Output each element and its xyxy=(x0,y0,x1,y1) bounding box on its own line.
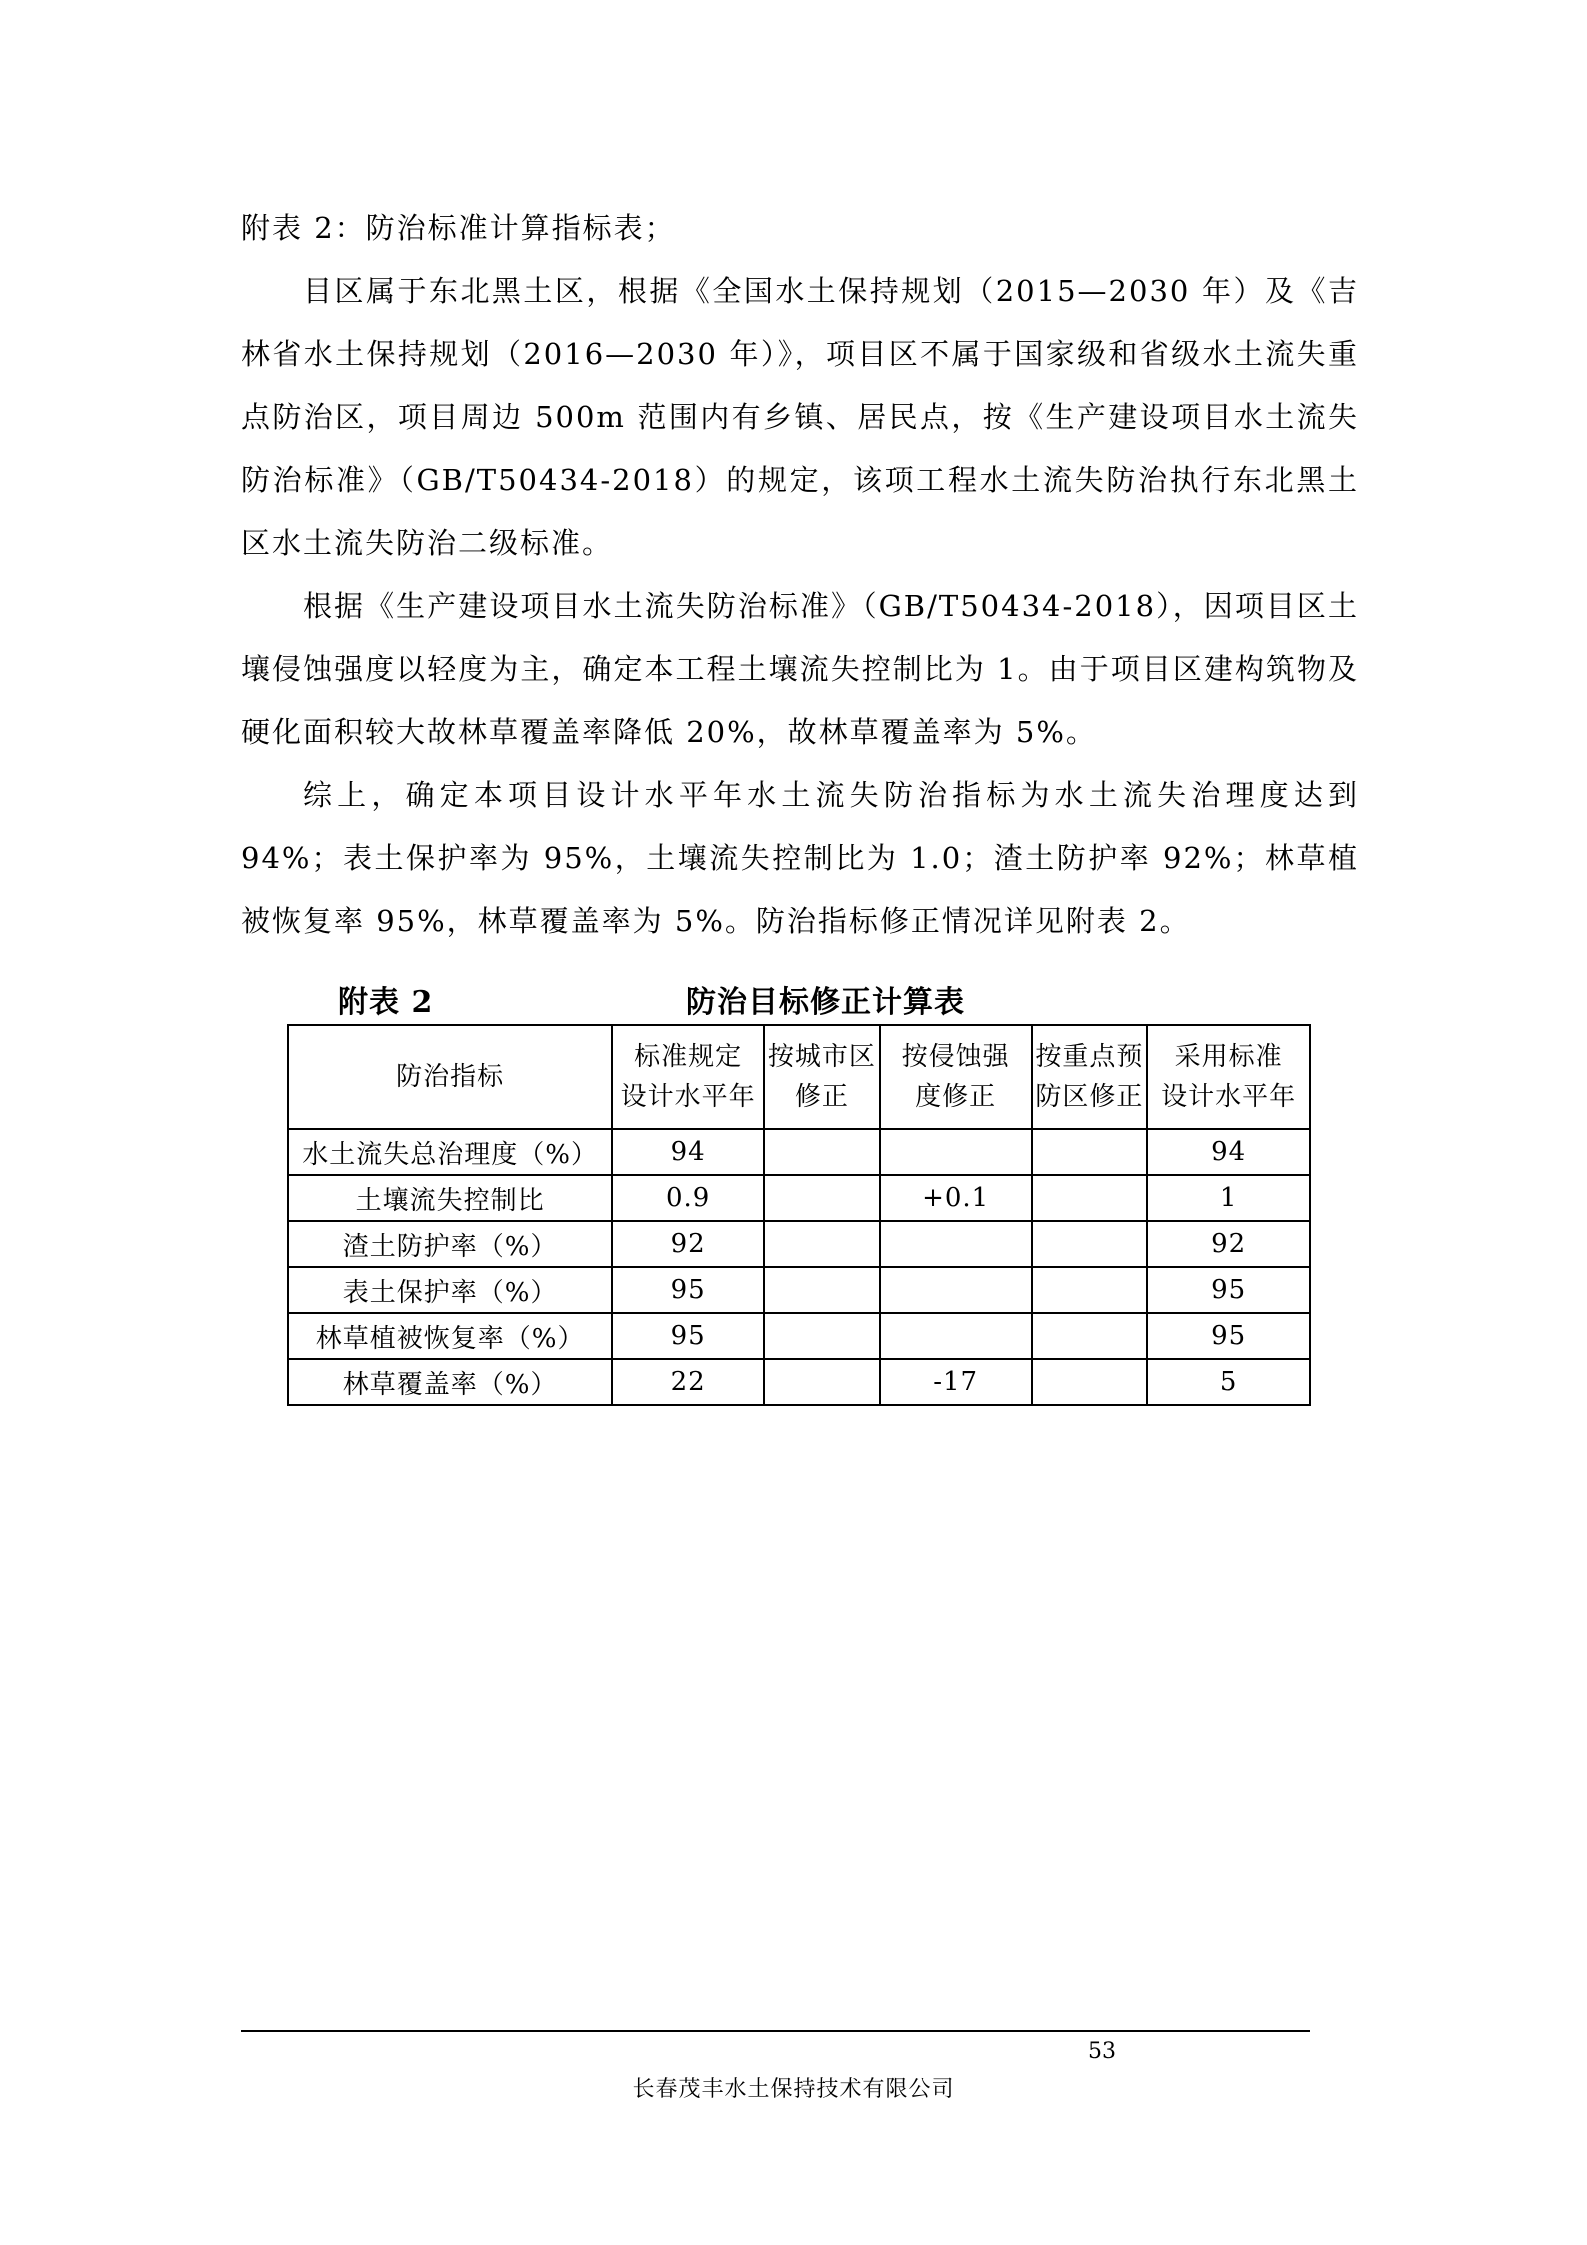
cell-urban xyxy=(764,1313,880,1359)
cell-key-area xyxy=(1032,1129,1148,1175)
cell-key-area xyxy=(1032,1221,1148,1267)
cell-adopted: 92 xyxy=(1147,1221,1310,1267)
correction-table xyxy=(287,1024,1311,1406)
header-standard: 标准规定 设计水平年 xyxy=(612,1025,764,1129)
cell-indicator: 林草覆盖率（%） xyxy=(288,1359,612,1405)
cell-adopted: 94 xyxy=(1147,1129,1310,1175)
cell-key-area xyxy=(1032,1175,1148,1221)
paragraph-correction: 根据《生产建设项目水土流失防治标准》（GB/T50434-2018），因项目区土壤侵蚀强度以轻度为主，确定本工程土壤流失控制比为 1。由于项目区建构筑物及硬化面积较大故林草覆盖率降低 20%，故林草覆盖率为 5%。 xyxy=(241,589,1359,749)
cell-key-area xyxy=(1032,1359,1148,1405)
header-adopted-standard: 采用标准 设计水平年 xyxy=(1147,1025,1310,1129)
cell-erosion xyxy=(880,1221,1032,1267)
footer-divider xyxy=(241,2030,1310,2032)
cell-adopted: 5 xyxy=(1147,1359,1310,1405)
cell-indicator: 林草植被恢复率（%） xyxy=(288,1313,612,1359)
header-urban-correction: 按城市区 修正 xyxy=(764,1025,880,1129)
table-caption-label: 附表 2 xyxy=(338,985,434,1020)
cell-standard: 92 xyxy=(612,1221,764,1267)
footer-company: 长春茂丰水土保持技术有限公司 xyxy=(632,2077,955,2102)
paragraph-summary: 综上，确定本项目设计水平年水土流失防治指标为水土流失治理度达到 94%；表土保护率为 95%，土壤流失控制比为 1.0；渣土防护率 92%；林草植被恢复率 95%，林草覆盖率为 5%。防治指标修正情况详见附表 2。 xyxy=(241,778,1359,938)
cell-urban xyxy=(764,1175,880,1221)
cell-standard: 22 xyxy=(612,1359,764,1405)
page-number: 53 xyxy=(1088,2039,1116,2064)
table-header-row xyxy=(288,1025,1310,1129)
cell-standard: 0.9 xyxy=(612,1175,764,1221)
cell-erosion: +0.1 xyxy=(880,1175,1032,1221)
header-erosion-correction: 按侵蚀强 度修正 xyxy=(880,1025,1032,1129)
cell-urban xyxy=(764,1221,880,1267)
cell-standard: 95 xyxy=(612,1313,764,1359)
cell-urban xyxy=(764,1359,880,1405)
cell-standard: 95 xyxy=(612,1267,764,1313)
cell-key-area xyxy=(1032,1267,1148,1313)
header-indicator: 防治指标 xyxy=(288,1025,612,1129)
table-row xyxy=(288,1267,1310,1313)
cell-erosion xyxy=(880,1129,1032,1175)
cell-adopted: 95 xyxy=(1147,1313,1310,1359)
section-heading: 附表 2：防治标准计算指标表； xyxy=(241,211,676,245)
table-row xyxy=(288,1313,1310,1359)
table-row xyxy=(288,1175,1310,1221)
paragraph-standard-basis: 目区属于东北黑土区，根据《全国水土保持规划（2015—2030 年）及《吉林省水土保持规划（2016—2030 年）》，项目区不属于国家级和省级水土流失重点防治区，项目周边 500m 范围内有乡镇、居民点，按《生产建设项目水土流失防治标准》（GB/T50434-2018）的规定，该项工程水土流失防治执行东北黑土区水土流失防治二级标准。 xyxy=(241,274,1359,560)
cell-indicator: 土壤流失控制比 xyxy=(288,1175,612,1221)
cell-indicator: 水土流失总治理度（%） xyxy=(288,1129,612,1175)
cell-urban xyxy=(764,1267,880,1313)
table-row xyxy=(288,1359,1310,1405)
cell-urban xyxy=(764,1129,880,1175)
header-key-area-correction: 按重点预 防区修正 xyxy=(1032,1025,1148,1129)
cell-erosion xyxy=(880,1313,1032,1359)
cell-erosion xyxy=(880,1267,1032,1313)
table-row xyxy=(288,1221,1310,1267)
table-caption-title: 防治目标修正计算表 xyxy=(686,985,965,1020)
cell-indicator: 渣土防护率（%） xyxy=(288,1221,612,1267)
cell-standard: 94 xyxy=(612,1129,764,1175)
table-row xyxy=(288,1129,1310,1175)
cell-indicator: 表土保护率（%） xyxy=(288,1267,612,1313)
cell-adopted: 95 xyxy=(1147,1267,1310,1313)
cell-erosion: -17 xyxy=(880,1359,1032,1405)
cell-adopted: 1 xyxy=(1147,1175,1310,1221)
cell-key-area xyxy=(1032,1313,1148,1359)
